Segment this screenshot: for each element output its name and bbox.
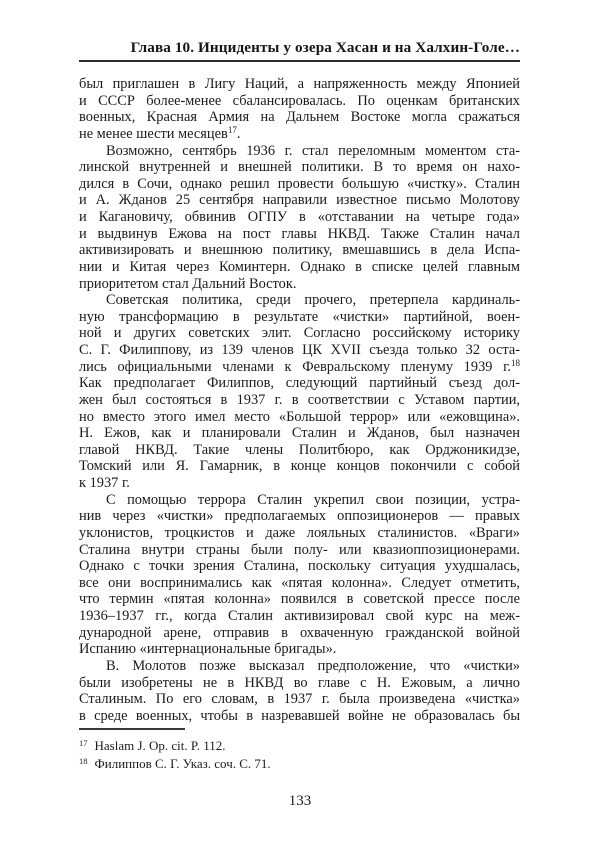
- paragraph: [79, 143, 520, 293]
- text-line: Испанию «интернациональные бригады».: [79, 641, 337, 658]
- text-line: 1936–1937 гг., когда Сталин активизировал свой курс на меж-: [79, 608, 520, 624]
- text-line: но вместо этого имел место «Большой террор» или «ежовщина».: [79, 408, 520, 425]
- header-rule: [79, 60, 520, 62]
- footnote-text: Филиппов С. Г. Указ. соч. С. 71.: [94, 755, 271, 771]
- text-line: лись официальными членами к Февральскому пленуму 1939 г.$^{18}$: [79, 357, 520, 375]
- text-line: дился в Сочи, однако решил провести большую «чистку». Сталин: [79, 175, 520, 192]
- text-line: Как предполагает Филиппов, следующий партийный съезд дол-: [79, 375, 520, 392]
- text-line: Однако с точки зрения Сталина, поскольку ситуация ухудшалась,: [79, 558, 520, 575]
- footnote-marker: 18: [79, 755, 88, 766]
- text-line: в среде военных, чтобы в назревавшей войне не образовалась бы: [79, 707, 520, 724]
- text-line: жен был состояться в 1937 г. в соответствии с Уставом партии,: [79, 391, 520, 408]
- text-line: приоритетом стал Дальний Восток.: [79, 275, 297, 292]
- text-line: и А. Жданов 25 сентября направили известное письмо Молотову: [79, 192, 520, 209]
- text-line: и Кагановичу, обвинив ОГПУ в «отставании на четыре года»: [79, 209, 520, 225]
- text-line: Томский или Я. Гамарник, в конце концов покончили с собой: [79, 458, 520, 475]
- text-line: Сталиным. По его словам, в 1937 г. была произведена «чистка»: [79, 691, 520, 708]
- text-line: Возможно, сентябрь 1936 г. стал переломным моментом ста-: [106, 142, 520, 159]
- footnote: [79, 754, 520, 772]
- body-text: [79, 76, 520, 724]
- text-line: главой НКВД. Такие члены Политбюро, как Орджоникидзе,: [79, 441, 520, 458]
- paragraph: [79, 76, 520, 143]
- footnote-marker: 17: [79, 738, 88, 748]
- text-line: С. Г. Филиппову, из 139 членов ЦК XVII съезда только 32 оста-: [79, 342, 520, 358]
- text-line: что термин «пятая колонна» появился в советской прессе после: [79, 591, 520, 608]
- text-line: ной и других советских элит. Согласно российскому историку: [79, 325, 520, 342]
- footnote-text: Haslam J. Op. cit. P. 112.: [94, 738, 226, 753]
- footnote-ref: 18: [511, 357, 520, 368]
- text-line: к 1937 г.: [79, 475, 130, 491]
- text-line: и СССР более-менее сбалансировалась. По оценкам британских: [79, 92, 520, 109]
- text-line: не менее шести месяцев$^{17}$.: [79, 124, 241, 142]
- text-line: С помощью террора Сталин укрепил свои позиции, устра-: [106, 491, 520, 508]
- text-line: уклонистов, троцкистов и даже лояльных сталинистов. «Враги»: [79, 524, 520, 541]
- footnotes-section: [79, 728, 520, 771]
- footnote: [79, 736, 520, 754]
- text-line: Н. Ежов, как и планировали Сталин и Жданов, был назначен: [79, 425, 520, 442]
- text-line: дународной арене, отправив в охваченную гражданской войной: [79, 624, 520, 641]
- paragraph: [79, 292, 520, 492]
- text-line: В. Молотов позже высказал предположение, что «чистки»: [106, 657, 520, 674]
- text-line: ную трансформацию в результате «чистки» партийной, воен-: [79, 308, 520, 325]
- text-line: были изобретены не в НКВД во главе с Н. Ежовым, а лично: [79, 674, 520, 691]
- text-line: военных, Красная Армия на Дальнем Востоке могла сражаться: [79, 109, 520, 126]
- text-line: был приглашен в Лигу Наций, а напряженность между Японией: [79, 76, 520, 92]
- footnote-separator: [79, 728, 185, 730]
- text-line: нии и Китая через Коминтерн. Однако в списке целей главным: [79, 258, 520, 275]
- text-line: и выдвинув Ежова на пост главы НКВД. Также Сталин начал: [79, 225, 520, 242]
- text-line: активизировать и внешнюю политику, вмешавшись в дела Испа-: [79, 242, 520, 259]
- text-line: линской внутренней и внешней политики. В то время он нахо-: [79, 159, 520, 176]
- running-header: Глава 10. Инциденты у озера Хасан и на Халхин-Голе…: [130, 39, 520, 56]
- text-line: Советская политика, среди прочего, претерпела кардиналь-: [106, 292, 520, 309]
- paragraph: [79, 658, 520, 725]
- text-line: нив через «чистки» предполагаемых оппозиционеров — правых: [79, 508, 520, 525]
- text-line: все они воспринимались как «пятая колонна». Следует отметить,: [79, 574, 520, 591]
- footnote-ref: 17: [227, 124, 237, 135]
- paragraph: [79, 492, 520, 658]
- text-line: Сталина внутри страны были полу- или квазиоппозиционерами.: [79, 541, 520, 558]
- page-number: 133: [288, 793, 312, 809]
- footnote-list: [79, 736, 520, 771]
